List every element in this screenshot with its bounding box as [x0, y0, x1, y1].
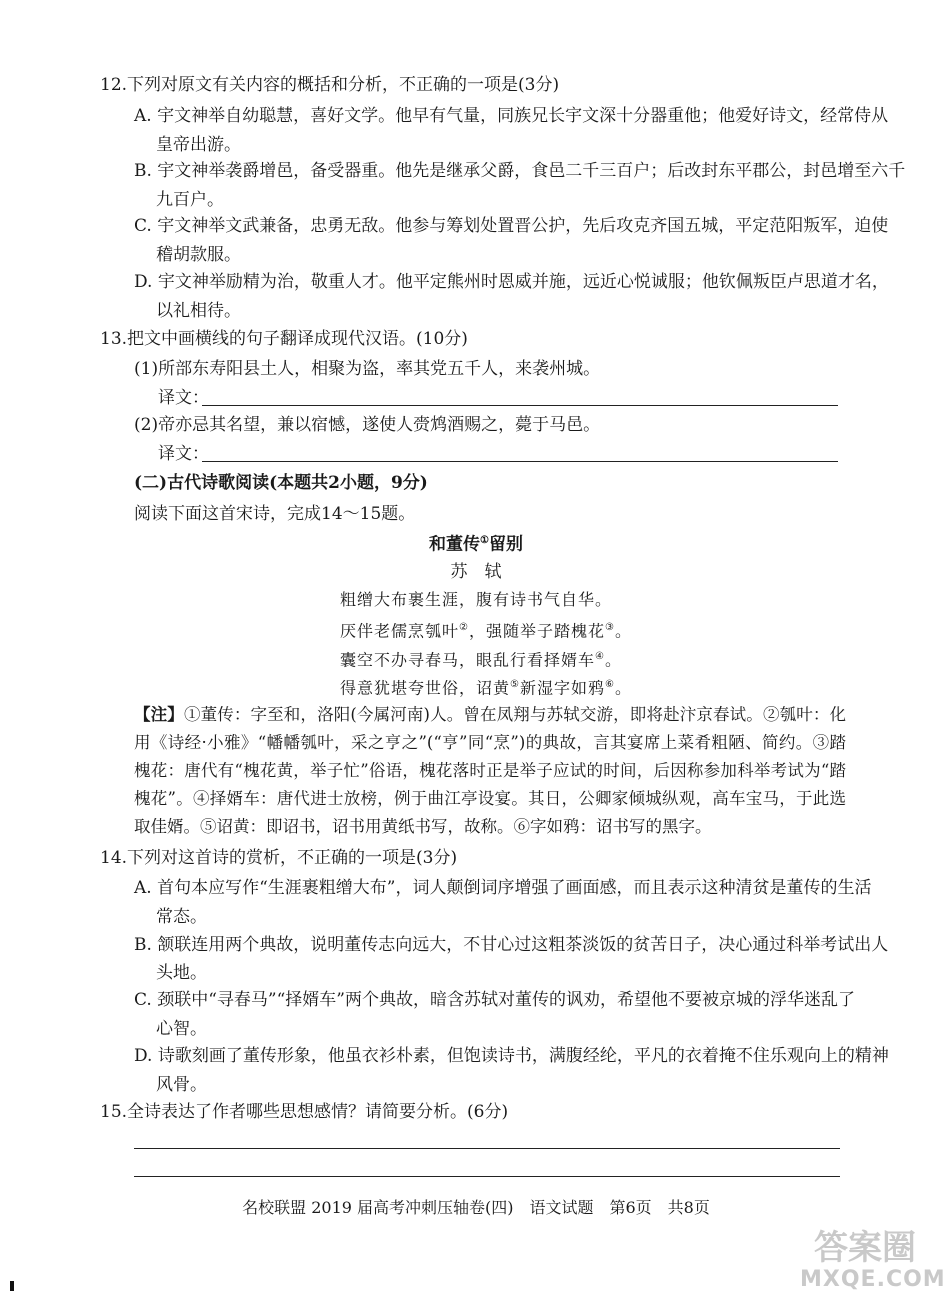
q13-sentence-1: (1)所部东寿阳县土人，相聚为盗，率其党五千人，来袭州城。	[134, 359, 601, 379]
q14-option-a: A. 首句本应写作“生涯裹粗缯大布”，词人颠倒词序增强了画面感，而且表示这种清贫是董传的生活	[134, 878, 872, 898]
q14-option-a-cont: 常态。	[156, 907, 207, 927]
q14-option-c: C. 颈联中“寻春马”“择婿车”两个典故，暗含苏轼对董传的讽劝，希望他不要被京城的浮华迷乱了	[134, 990, 855, 1010]
q13-stem: 13.把文中画横线的句子翻译成现代汉语。(10分)	[100, 329, 468, 349]
q14-option-b-cont: 头地。	[156, 963, 207, 983]
q12-option-a-cont: 皇帝出游。	[156, 135, 241, 155]
poem-line-2: 厌伴老儒烹瓠叶②，强随举子踏槐花③。	[340, 621, 632, 641]
watermark-text-en: MXQE.COM	[800, 1267, 946, 1292]
q14-option-c-cont: 心智。	[156, 1019, 207, 1039]
scan-mark	[10, 1281, 14, 1291]
poem-line-1: 粗缯大布裹生涯，腹有诗书气自华。	[340, 590, 613, 609]
watermark-text-cn: 答案圈	[814, 1228, 916, 1268]
section-heading: (二)古代诗歌阅读(本题共2小题，9分)	[134, 473, 428, 493]
q12-option-d: D. 宇文神举励精为治，敬重人才。他平定熊州时恩威并施，远近心悦诚服；他钦佩叛臣卢思道才名，	[134, 272, 889, 292]
q13-answer-label-1: 译文：	[158, 388, 209, 408]
q15-answer-line-2	[134, 1176, 840, 1177]
q13-answer-label-2: 译文：	[158, 444, 209, 464]
poem-author: 苏 轼	[450, 562, 502, 582]
q12-option-d-cont: 以礼相待。	[156, 301, 241, 321]
poem-title: 和董传①留别	[429, 534, 523, 555]
page-footer: 名校联盟 2019 届高考冲刺压轴卷(四) 语文试题 第6页 共8页	[242, 1198, 710, 1217]
q14-stem: 14.下列对这首诗的赏析，不正确的一项是(3分)	[100, 848, 458, 868]
q12-stem: 12.下列对原文有关内容的概括和分析，不正确的一项是(3分)	[100, 75, 560, 95]
poem-line-4: 得意犹堪夸世俗，诏黄⑤新湿字如鸦⑥。	[340, 678, 632, 698]
q13-sentence-2: (2)帝亦忌其名望，兼以宿憾，遂使人赍鸩酒赐之，薨于马邑。	[134, 415, 601, 435]
q14-option-d-cont: 风骨。	[156, 1075, 207, 1095]
q14-option-b: B. 颔联连用两个典故，说明董传志向远大，不甘心过这粗茶淡饭的贫苦日子，决心通过科举考试出人	[134, 935, 889, 955]
q12-option-c-cont: 稽胡款服。	[156, 245, 241, 265]
q14-option-d: D. 诗歌刻画了董传形象，他虽衣衫朴素，但饱读诗书，满腹经纶，平凡的衣着掩不住乐观向上的精神	[134, 1046, 889, 1066]
poem-line-3: 囊空不办寻春马，眼乱行看择婿车④。	[340, 650, 622, 670]
poem-notes: 【注】①董传：字至和，洛阳(今属河南)人。曾在凤翔与苏轼交游，即将赴汴京春试。②瓠叶：化用《诗经·小雅》“幡幡瓠叶，采之亨之”(“亨”同“烹”)的典故，言其宴席上菜肴粗陋、简约。③踏槐花：唐代有“槐花黄，举子忙”俗语，槐花落时正是举子应试的时间，后因称参加科举考试为“踏槐花”。④择婿车：唐代进士放榜，例于曲江亭设宴。其日，公卿家倾城纵观，高车宝马，于此选取佳婿。⑤诏黄：即诏书，诏书用黄纸书写，故称。⑥字如鸦：诏书写的黑字。	[134, 705, 847, 836]
q13-answer-line-1	[202, 405, 838, 406]
q15-answer-line-1	[134, 1148, 840, 1149]
q12-option-b-cont: 九百户。	[156, 190, 224, 210]
q12-option-b: B. 宇文神举袭爵增邑，备受器重。他先是继承父爵，食邑二千三百户；后改封东平郡公，封邑增至六千	[134, 161, 906, 181]
watermark-logo	[800, 1228, 946, 1299]
q15-stem: 15.全诗表达了作者哪些思想感情？请简要分析。(6分)	[100, 1102, 509, 1122]
q12-option-a: A. 宇文神举自幼聪慧，喜好文学。他早有气量，同族兄长宇文深十分器重他；他爱好诗文，经常侍从	[134, 106, 889, 126]
q13-answer-line-2	[202, 461, 838, 462]
section-instruction: 阅读下面这首宋诗，完成14～15题。	[134, 504, 416, 524]
q12-option-c: C. 宇文神举文武兼备，忠勇无敌。他参与筹划处置晋公护，先后攻克齐国五城，平定范阳叛军，迫使	[134, 216, 889, 236]
